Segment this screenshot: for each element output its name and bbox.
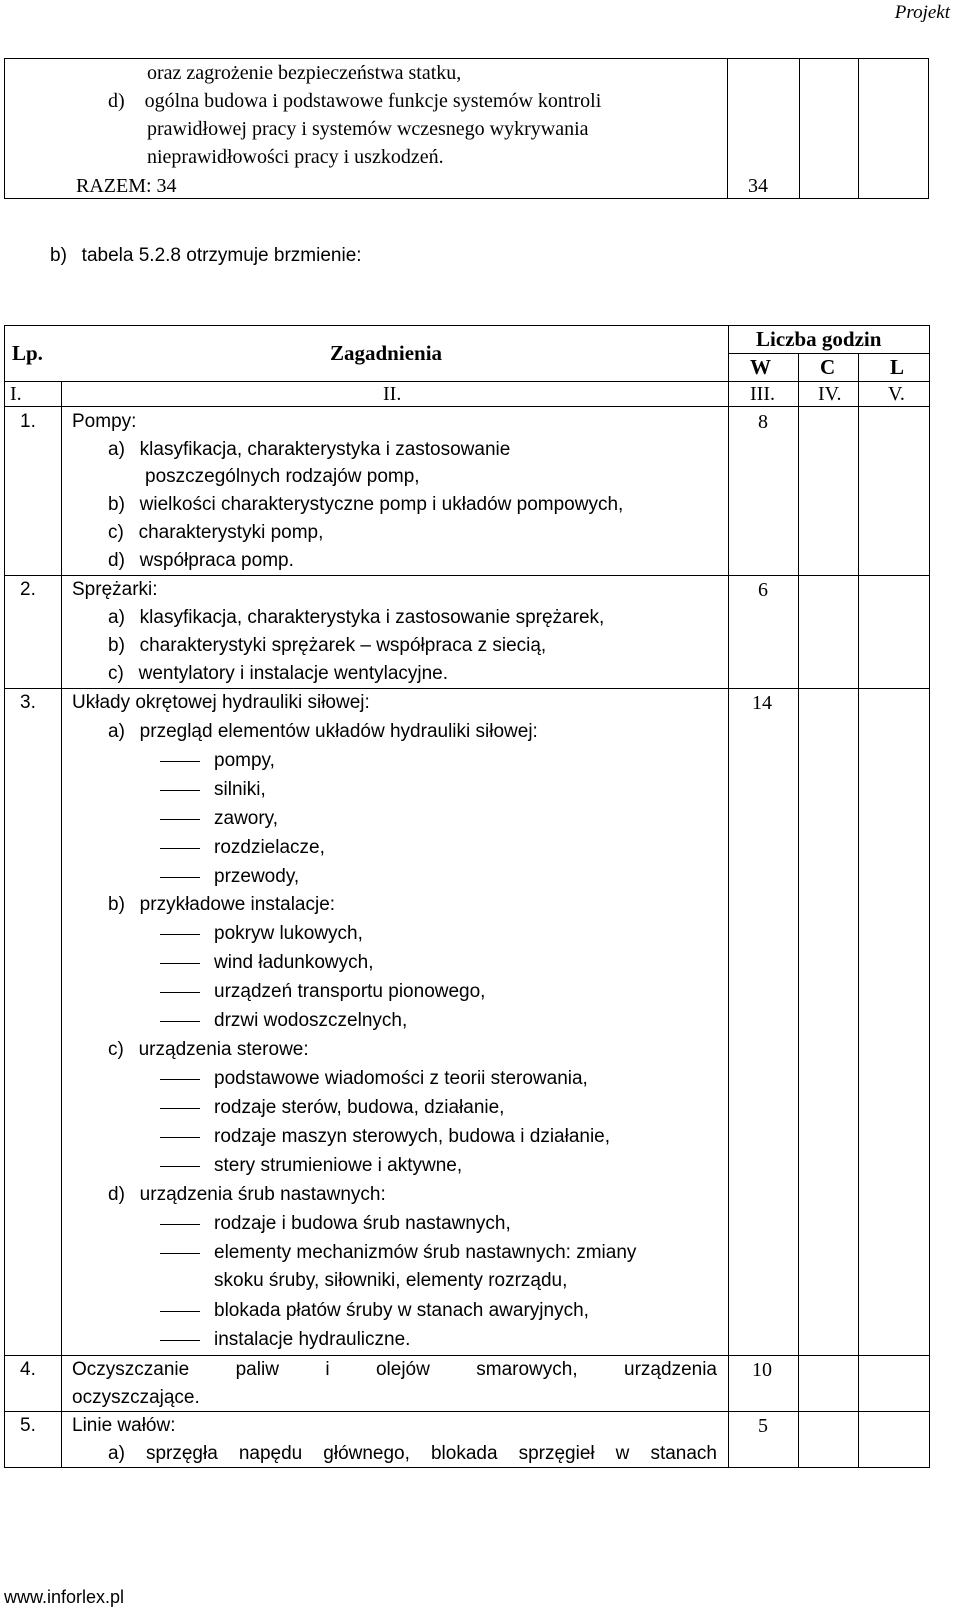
num-col-5: V.	[888, 383, 905, 405]
row-line: c) charakterystyki pomp,	[108, 522, 324, 543]
dash-bullet	[160, 761, 200, 762]
row-line: rozdzielacze,	[214, 837, 325, 858]
num-col-2: II.	[383, 383, 402, 405]
row-line: blokada płatów śruby w stanach awaryjnych,	[214, 1300, 589, 1321]
num-col-1: I.	[10, 383, 22, 405]
dash-bullet	[160, 877, 200, 878]
row-line: urządzeń transportu pionowego,	[214, 981, 486, 1002]
dash-bullet	[160, 1108, 200, 1109]
row-line: a) sprzęgła napędu głównego, blokada sprzęgieł w stanach	[108, 1443, 717, 1464]
row-line: b) przykładowe instalacje:	[108, 894, 336, 915]
row-line: rodzaje sterów, budowa, działanie,	[214, 1097, 505, 1118]
num-col-3: III.	[750, 383, 775, 405]
row-line: b) wielkości charakterystyczne pomp i układów pompowych,	[108, 494, 624, 515]
row-line: d) urządzenia śrub nastawnych:	[108, 1184, 386, 1205]
row-line: skoku śruby, siłowniki, elementy rozrządu,	[214, 1270, 568, 1291]
dash-bullet	[160, 934, 200, 935]
row-title: Sprężarki:	[72, 579, 158, 600]
row-line: instalacje hydrauliczne.	[214, 1329, 411, 1350]
row-line: drzwi wodoszczelnych,	[214, 1010, 408, 1031]
row-line: silniki,	[214, 779, 266, 800]
row-line: elementy mechanizmów śrub nastawnych: zmiany	[214, 1242, 637, 1263]
dash-bullet	[160, 1311, 200, 1312]
row-line: a) przegląd elementów układów hydrauliki siłowej:	[108, 721, 538, 742]
row-title: Linie wałów:	[72, 1415, 176, 1436]
total-label: RAZEM: 34	[76, 175, 177, 197]
row-line: zawory,	[214, 808, 279, 829]
row-line: rodzaje maszyn sterowych, budowa i działanie,	[214, 1126, 611, 1147]
row-line: a) klasyfikacja, charakterystyka i zastosowanie	[108, 439, 511, 460]
row-number: 4.	[20, 1359, 36, 1380]
row-line: a) klasyfikacja, charakterystyka i zastosowanie sprężarek,	[108, 607, 605, 628]
row-line: pompy,	[214, 750, 275, 771]
dash-bullet	[160, 992, 200, 993]
dash-bullet	[160, 848, 200, 849]
prev-line-2: d) ogólna budowa i podstawowe funkcje systemów kontroli	[108, 90, 602, 112]
col-l-header: L	[890, 355, 905, 379]
row-number: 2.	[20, 579, 36, 600]
row-line: oczyszczające.	[72, 1387, 200, 1408]
row-title: Pompy:	[72, 411, 137, 432]
dash-bullet	[160, 963, 200, 964]
row-line: podstawowe wiadomości z teorii sterowania,	[214, 1068, 588, 1089]
document-label: Projekt	[894, 2, 950, 23]
footer-url[interactable]: www.inforlex.pl	[4, 1587, 125, 1607]
col-c-header: C	[820, 355, 836, 379]
row-line: c) wentylatory i instalacje wentylacyjne.	[108, 663, 449, 684]
row-hours-w: 14	[752, 692, 772, 714]
row-line: poszczególnych rodzajów pomp,	[145, 466, 420, 487]
intro-text: b) tabela 5.2.8 otrzymuje brzmienie:	[50, 245, 362, 266]
num-col-4: IV.	[818, 383, 842, 405]
row-hours-w: 8	[758, 411, 768, 433]
dash-bullet	[160, 1253, 200, 1254]
row-line: Oczyszczanie paliw i olejów smarowych, urządzenia	[72, 1359, 717, 1380]
prev-line-3: prawidłowej pracy i systemów wczesnego wykrywania	[147, 118, 589, 140]
row-line: wind ładunkowych,	[214, 952, 374, 973]
dash-bullet	[160, 1166, 200, 1167]
row-line: b) charakterystyki sprężarek – współpraca z siecią,	[108, 635, 547, 656]
row-line: pokryw lukowych,	[214, 923, 363, 944]
dash-bullet	[160, 1340, 200, 1341]
prev-line-4: nieprawidłowości pracy i uszkodzeń.	[147, 146, 444, 168]
col-w-header: W	[750, 355, 771, 379]
row-hours-w: 5	[758, 1415, 768, 1437]
col-hours-header: Liczba godzin	[756, 327, 882, 351]
prev-line-1: oraz zagrożenie bezpieczeństwa statku,	[147, 62, 462, 84]
row-line: rodzaje i budowa śrub nastawnych,	[214, 1213, 511, 1234]
row-hours-w: 6	[758, 579, 768, 601]
dash-bullet	[160, 819, 200, 820]
row-title: Układy okrętowej hydrauliki siłowej:	[72, 692, 370, 713]
row-line: d) współpraca pomp.	[108, 550, 294, 571]
dash-bullet	[160, 1137, 200, 1138]
row-number: 1.	[20, 411, 36, 432]
dash-bullet	[160, 1021, 200, 1022]
dash-bullet	[160, 1079, 200, 1080]
row-line: przewody,	[214, 866, 300, 887]
row-hours-w: 10	[752, 1359, 772, 1381]
col-lp-header: Lp.	[12, 341, 43, 365]
row-number: 5.	[20, 1415, 36, 1436]
dash-bullet	[160, 1224, 200, 1225]
col-topic-header: Zagadnienia	[330, 341, 443, 365]
row-number: 3.	[20, 692, 36, 713]
dash-bullet	[160, 790, 200, 791]
total-w: 34	[748, 175, 768, 197]
row-line: stery strumieniowe i aktywne,	[214, 1155, 463, 1176]
row-line: c) urządzenia sterowe:	[108, 1039, 309, 1060]
